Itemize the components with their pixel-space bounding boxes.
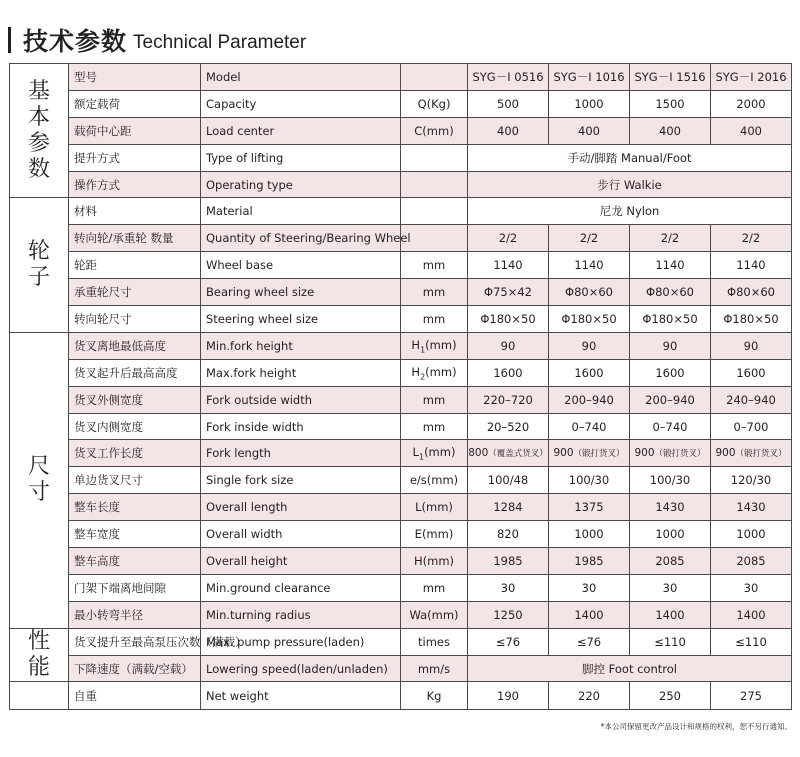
param-unit: mm (401, 306, 468, 333)
table-row (10, 279, 792, 306)
param-en: Capacity (201, 90, 401, 117)
param-en: Bearing wheel size (201, 279, 401, 306)
param-value: Φ80×60 (630, 279, 711, 306)
param-cn: 载荷中心距 (69, 117, 201, 144)
param-unit (401, 144, 468, 171)
param-en: Single fork size (201, 467, 401, 494)
param-en: Fork outside width (201, 386, 401, 413)
param-value: 90 (549, 332, 630, 359)
param-cn: 额定载荷 (69, 90, 201, 117)
param-cn: 整车长度 (69, 494, 201, 521)
param-unit (401, 198, 468, 225)
param-value: 30 (549, 574, 630, 601)
table-row (10, 359, 792, 386)
param-en: Material (201, 198, 401, 225)
param-value: 90 (630, 332, 711, 359)
param-value: 1140 (630, 252, 711, 279)
param-value: 1000 (711, 521, 792, 548)
param-value: 手动/脚踏 Manual/Foot (468, 144, 792, 171)
title-en: Technical Parameter (133, 32, 307, 53)
param-value: 2/2 (468, 225, 549, 252)
table-row (10, 467, 792, 494)
param-unit: C(mm) (401, 117, 468, 144)
param-value: 步行 Walkie (468, 171, 792, 198)
param-value: SYG－Ⅰ 1516 (630, 64, 711, 91)
spec-table (9, 63, 792, 710)
param-en: Min.ground clearance (201, 574, 401, 601)
param-value: 30 (468, 574, 549, 601)
param-unit (401, 171, 468, 198)
param-value: 820 (468, 521, 549, 548)
param-en: Overall length (201, 494, 401, 521)
param-value: 400 (711, 117, 792, 144)
param-cn: 单边货叉尺寸 (69, 467, 201, 494)
param-value: SYG－Ⅰ 2016 (711, 64, 792, 91)
param-value: 2085 (630, 548, 711, 575)
param-value: Φ180×50 (468, 306, 549, 333)
param-value: 1400 (549, 601, 630, 628)
table-row (10, 601, 792, 628)
param-value: Φ80×60 (711, 279, 792, 306)
param-value: 1000 (630, 521, 711, 548)
table-row (10, 682, 792, 710)
table-row (10, 90, 792, 117)
footnote: *本公司保留更改产品设计和规格的权利，恕不另行通知。 (600, 722, 792, 731)
param-value: 1250 (468, 601, 549, 628)
param-value: 200–940 (630, 386, 711, 413)
param-unit: $H_1(mm)$ (401, 332, 468, 359)
title-bar (8, 27, 11, 53)
param-value: 275 (711, 682, 792, 710)
param-value: 90 (711, 332, 792, 359)
param-unit: Wa(mm) (401, 601, 468, 628)
param-value: 1985 (549, 548, 630, 575)
param-value: ≤110 (630, 628, 711, 655)
param-value: ≤76 (549, 628, 630, 655)
param-value: 400 (549, 117, 630, 144)
param-unit: mm (401, 574, 468, 601)
param-cn: 整车高度 (69, 548, 201, 575)
param-cn: 货叉提升至最高泵压次数（满载） (69, 628, 201, 655)
param-value: 100/48 (468, 467, 549, 494)
param-unit: H(mm) (401, 548, 468, 575)
param-value: 2085 (711, 548, 792, 575)
param-cn: 型号 (69, 64, 201, 91)
table-row (10, 332, 792, 359)
param-unit: L(mm) (401, 494, 468, 521)
param-en: Quantity of Steering/Bearing Wheel (201, 225, 401, 252)
param-en: Operating type (201, 171, 401, 198)
table-row (10, 252, 792, 279)
param-value: 220 (549, 682, 630, 710)
param-cn: 轮距 (69, 252, 201, 279)
table-row (10, 64, 792, 91)
param-unit (401, 64, 468, 91)
param-value: 1400 (630, 601, 711, 628)
param-value: ≤110 (711, 628, 792, 655)
param-unit: times (401, 628, 468, 655)
param-cn: 转向轮尺寸 (69, 306, 201, 333)
param-value: 1600 (630, 359, 711, 386)
table-row (10, 386, 792, 413)
table-row (10, 413, 792, 440)
param-value: 500 (468, 90, 549, 117)
param-en: Steering wheel size (201, 306, 401, 333)
param-unit: mm (401, 252, 468, 279)
param-cn: 最小转弯半径 (69, 601, 201, 628)
param-value: 1000 (549, 90, 630, 117)
param-value: 1500 (630, 90, 711, 117)
param-en: Wheel base (201, 252, 401, 279)
param-value: Φ80×60 (549, 279, 630, 306)
title-cn: 技术参数 (23, 27, 128, 56)
page-title (8, 24, 306, 56)
param-value: 900（锻打货叉） (630, 440, 711, 467)
group-label: 轮 子 (10, 198, 69, 332)
param-value: 1430 (711, 494, 792, 521)
param-value: Φ180×50 (630, 306, 711, 333)
param-cn: 货叉工作长度 (69, 440, 201, 467)
param-value: 1140 (468, 252, 549, 279)
param-value: 250 (630, 682, 711, 710)
param-value: 240–940 (711, 386, 792, 413)
param-value: 400 (468, 117, 549, 144)
table-row (10, 225, 792, 252)
table-row (10, 144, 792, 171)
param-value: Φ180×50 (549, 306, 630, 333)
param-unit: e/s(mm) (401, 467, 468, 494)
param-value: 900（锻打货叉） (711, 440, 792, 467)
param-value: 30 (630, 574, 711, 601)
group-label-empty (10, 682, 69, 710)
param-unit: E(mm) (401, 521, 468, 548)
group-label: 性 能 (10, 628, 69, 682)
param-value: 120/30 (711, 467, 792, 494)
param-value: 100/30 (630, 467, 711, 494)
table-row (10, 117, 792, 144)
param-cn: 自重 (69, 682, 201, 710)
param-value: 1000 (549, 521, 630, 548)
param-cn: 货叉离地最低高度 (69, 332, 201, 359)
param-value: Φ180×50 (711, 306, 792, 333)
param-cn: 下降速度（满载/空载） (69, 655, 201, 682)
param-value: 1400 (711, 601, 792, 628)
table-row (10, 198, 792, 225)
table-row (10, 521, 792, 548)
param-en: Lowering speed(laden/unladen) (201, 655, 401, 682)
param-value: 1375 (549, 494, 630, 521)
param-unit: mm (401, 279, 468, 306)
param-unit: $L_1(mm)$ (401, 440, 468, 467)
param-cn: 操作方式 (69, 171, 201, 198)
param-value: 脚控 Foot control (468, 655, 792, 682)
param-value: 0–740 (630, 413, 711, 440)
param-value: 220–720 (468, 386, 549, 413)
table-row (10, 655, 792, 682)
param-cn: 整车宽度 (69, 521, 201, 548)
param-unit: mm (401, 413, 468, 440)
param-value: 0–700 (711, 413, 792, 440)
param-value: 1985 (468, 548, 549, 575)
param-cn: 货叉内侧宽度 (69, 413, 201, 440)
param-value: 100/30 (549, 467, 630, 494)
param-en: Min.turning radius (201, 601, 401, 628)
param-value: 2/2 (549, 225, 630, 252)
table-row (10, 494, 792, 521)
param-value: ≤76 (468, 628, 549, 655)
param-cn: 转向轮/承重轮 数量 (69, 225, 201, 252)
param-cn: 承重轮尺寸 (69, 279, 201, 306)
param-unit: $H_2(mm)$ (401, 359, 468, 386)
param-value: 800（覆盖式货叉） (468, 440, 549, 467)
param-value: 2/2 (711, 225, 792, 252)
param-en: Load center (201, 117, 401, 144)
param-value: 1600 (549, 359, 630, 386)
param-unit: Q(Kg) (401, 90, 468, 117)
table-row (10, 628, 792, 655)
param-unit: Kg (401, 682, 468, 710)
param-unit: mm (401, 386, 468, 413)
table-row (10, 171, 792, 198)
param-value: 2/2 (630, 225, 711, 252)
param-value: 30 (711, 574, 792, 601)
param-unit: mm/s (401, 655, 468, 682)
param-value: 1140 (711, 252, 792, 279)
param-value: 1140 (549, 252, 630, 279)
table-row (10, 548, 792, 575)
param-value: SYG－Ⅰ 0516 (468, 64, 549, 91)
param-value: SYG－Ⅰ 1016 (549, 64, 630, 91)
param-value: 400 (630, 117, 711, 144)
param-value: 20–520 (468, 413, 549, 440)
param-value: 1430 (630, 494, 711, 521)
param-en: Overall height (201, 548, 401, 575)
param-en: Fork length (201, 440, 401, 467)
param-en: Max. pump pressure(laden) (201, 628, 401, 655)
table-row (10, 440, 792, 467)
param-cn: 货叉起升后最高高度 (69, 359, 201, 386)
param-cn: 材料 (69, 198, 201, 225)
param-cn: 提升方式 (69, 144, 201, 171)
param-cn: 货叉外侧宽度 (69, 386, 201, 413)
param-value: 1600 (468, 359, 549, 386)
param-value: 90 (468, 332, 549, 359)
param-value: 200–940 (549, 386, 630, 413)
group-label: 基 本 参 数 (10, 64, 69, 198)
group-label: 尺 寸 (10, 332, 69, 628)
param-value: 尼龙 Nylon (468, 198, 792, 225)
param-value: 2000 (711, 90, 792, 117)
param-cn: 门架下端离地间隙 (69, 574, 201, 601)
param-value: Φ75×42 (468, 279, 549, 306)
param-value: 900（锻打货叉） (549, 440, 630, 467)
param-value: 1284 (468, 494, 549, 521)
param-en: Model (201, 64, 401, 91)
param-value: 1600 (711, 359, 792, 386)
param-en: Overall width (201, 521, 401, 548)
param-en: Min.fork height (201, 332, 401, 359)
param-value: 0–740 (549, 413, 630, 440)
param-value: 190 (468, 682, 549, 710)
param-en: Net weight (201, 682, 401, 710)
param-en: Max.fork height (201, 359, 401, 386)
param-en: Type of lifting (201, 144, 401, 171)
param-en: Fork inside width (201, 413, 401, 440)
table-row (10, 574, 792, 601)
table-row (10, 306, 792, 333)
